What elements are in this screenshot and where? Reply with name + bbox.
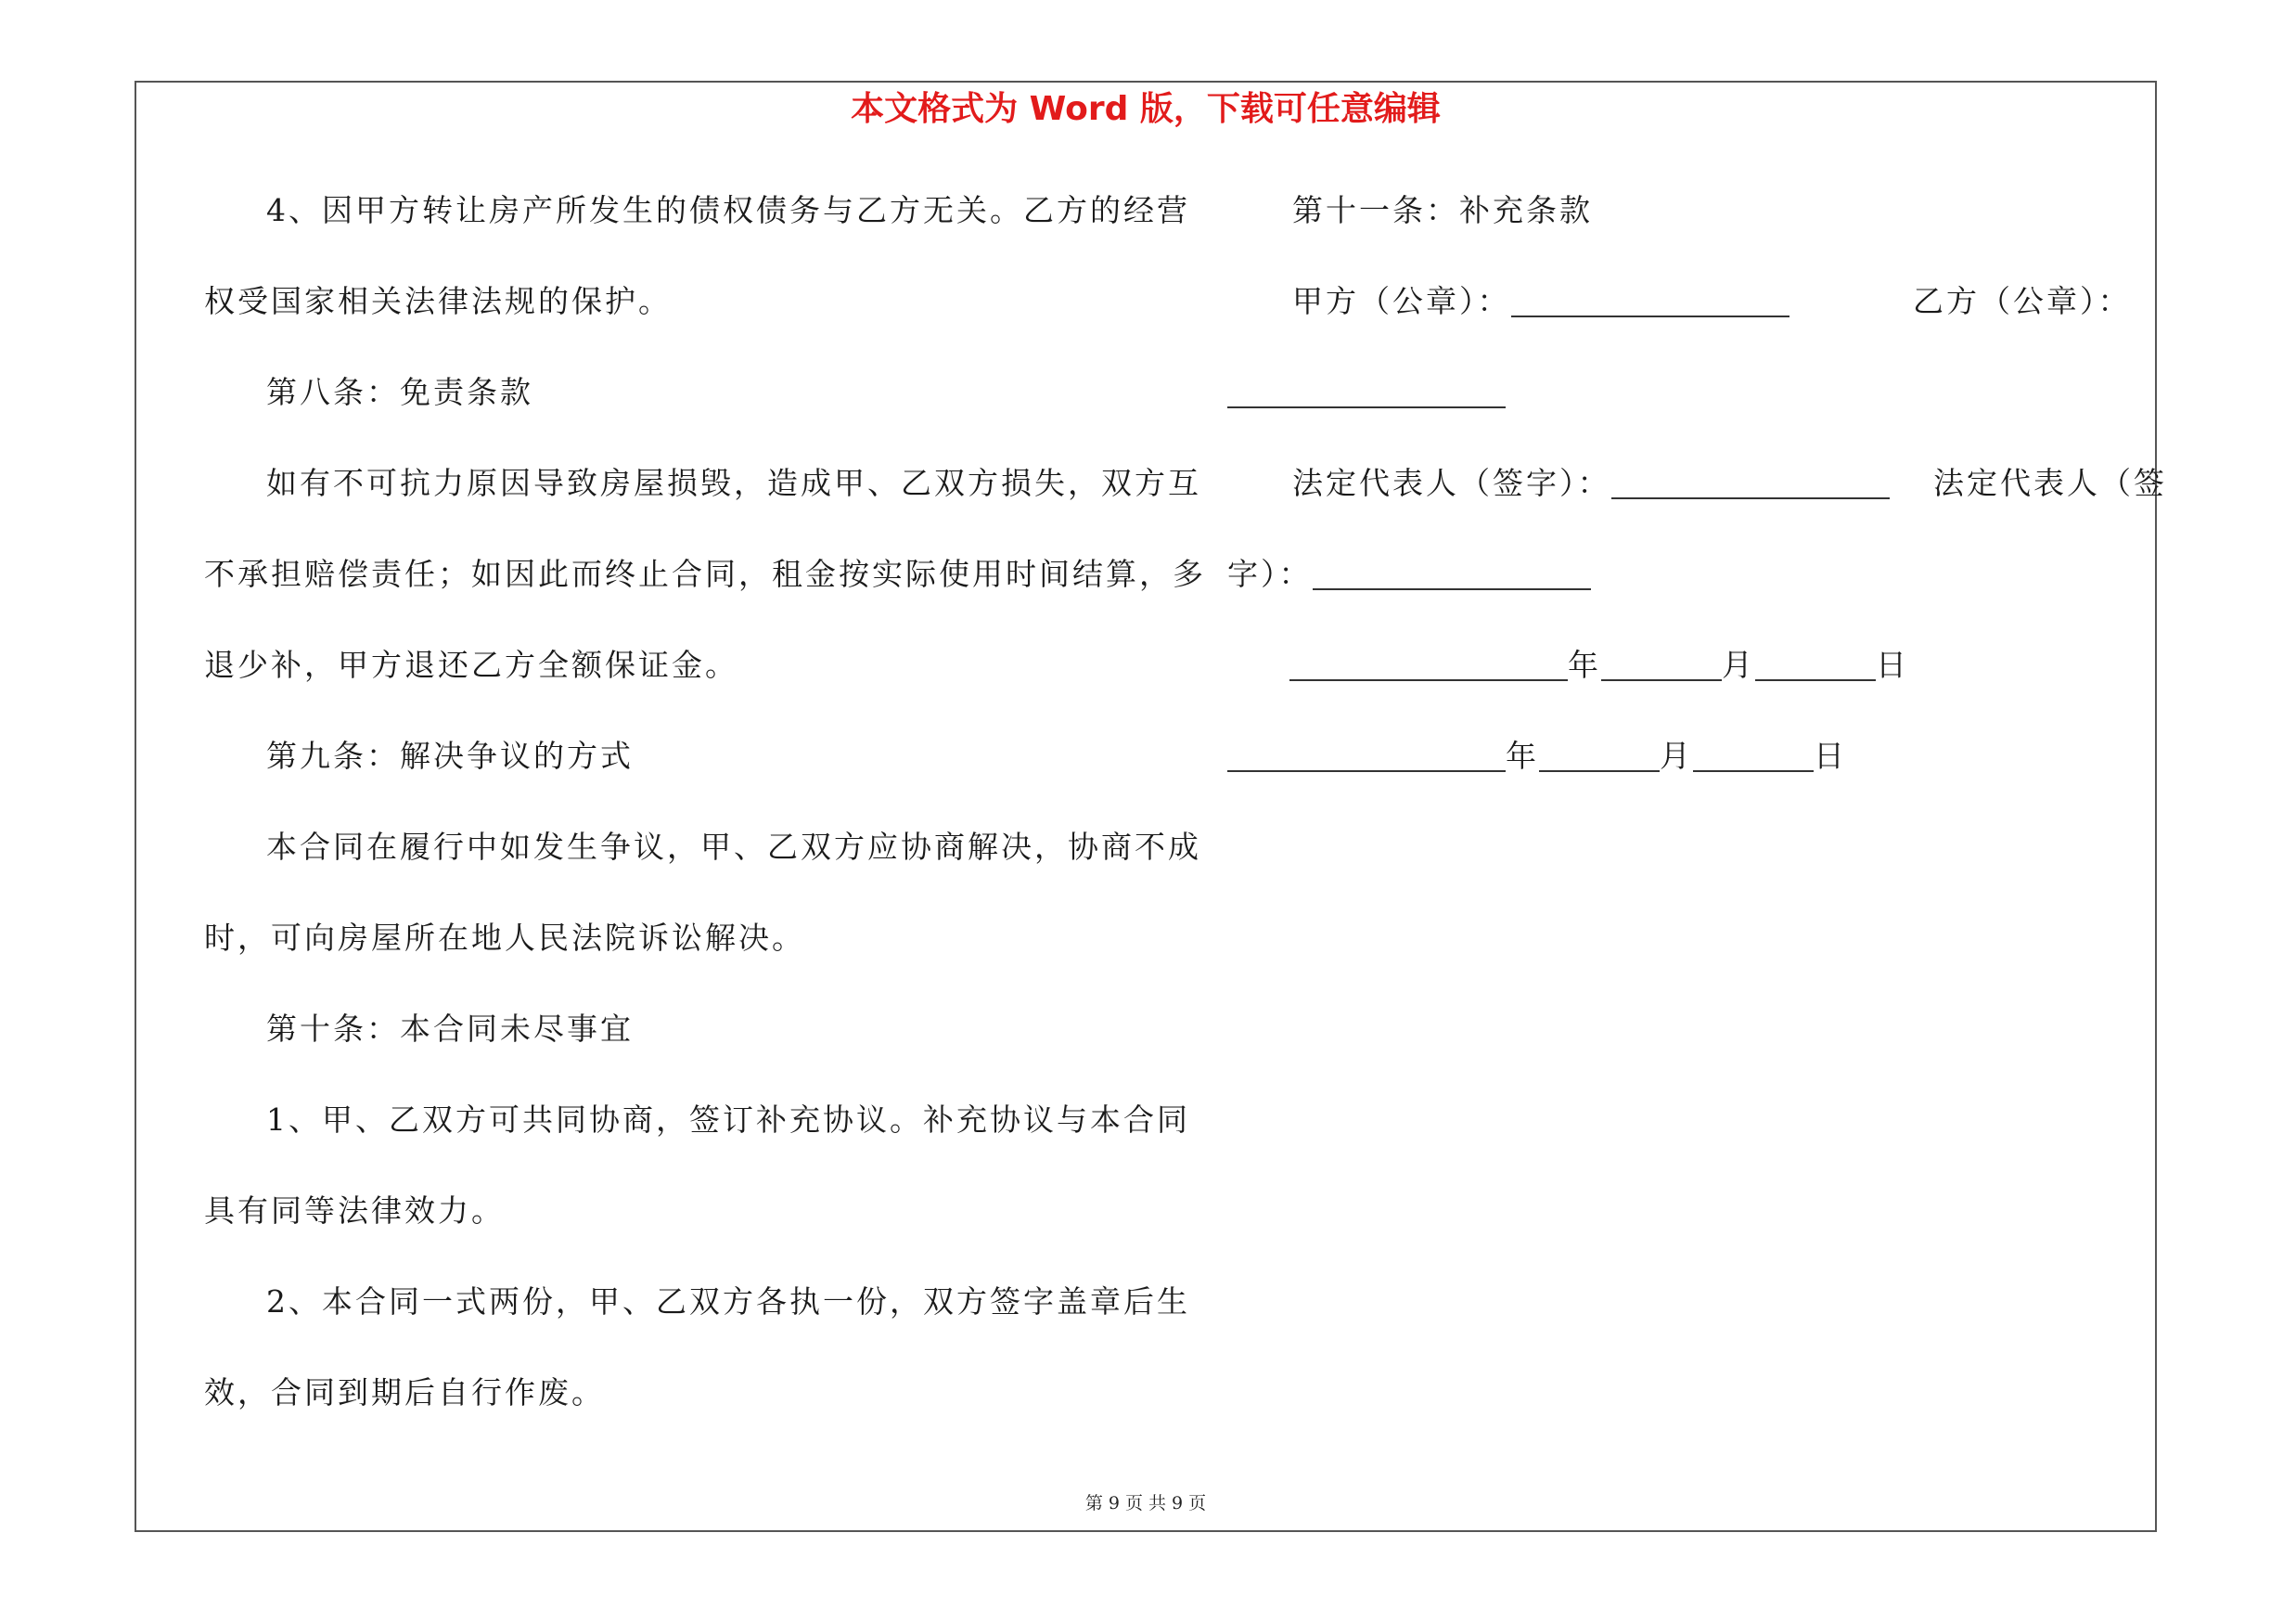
- party-a-seal-row: [1292, 283, 1789, 320]
- party-b-seal-row: [1227, 374, 1506, 411]
- month-label: 月: [1722, 647, 1755, 683]
- party-b-seal-label: 乙方（公章）：: [1913, 283, 2132, 319]
- clause-heading-11: 第十一条：补充条款: [1292, 192, 1593, 228]
- paragraph-line: 退少补，甲方退还乙方全额保证金。: [204, 647, 738, 683]
- party-a-seal-label: 甲方（公章）：: [1292, 283, 1511, 319]
- clause-heading-8: 第八条：免责条款: [266, 374, 533, 410]
- day-label: 日: [1876, 647, 1909, 683]
- clause-heading-10: 第十条：本合同未尽事宜: [266, 1011, 634, 1047]
- paragraph-line: 4、因甲方转让房产所发生的债权债务与乙方无关。乙方的经营: [266, 192, 1190, 228]
- party-b-seal-blank: [1227, 379, 1506, 408]
- date-row-b: [1227, 738, 1847, 775]
- month-blank: [1601, 651, 1722, 681]
- rep-b-row: [1227, 556, 1591, 593]
- paragraph-line: 不承担赔偿责任；如因此而终止合同，租金按实际使用时间结算，多: [204, 556, 1206, 592]
- year-blank: [1227, 742, 1506, 772]
- clause-heading-9: 第九条：解决争议的方式: [266, 738, 634, 774]
- month-blank: [1539, 742, 1660, 772]
- year-label: 年: [1568, 647, 1601, 683]
- paragraph-line: 权受国家相关法律法规的保护。: [204, 283, 672, 319]
- paragraph-line: 本合同在履行中如发生争议，甲、乙双方应协商解决，协商不成: [266, 829, 1201, 865]
- month-label: 月: [1660, 738, 1693, 774]
- paragraph-line: 1、甲、乙双方可共同协商，签订补充协议。补充协议与本合同: [266, 1101, 1190, 1138]
- party-a-seal-blank: [1511, 288, 1789, 317]
- year-label: 年: [1506, 738, 1539, 774]
- paragraph-line: 2、本合同一式两份，甲、乙双方各执一份，双方签字盖章后生: [266, 1283, 1190, 1320]
- rep-a-label: 法定代表人（签字）：: [1292, 465, 1611, 501]
- word-format-banner: 本文格式为 Word 版，下载可任意编辑: [851, 90, 1441, 128]
- rep-b-label-cont: 字）：: [1227, 556, 1313, 592]
- day-label: 日: [1814, 738, 1847, 774]
- rep-b-label: 法定代表人（签: [1933, 465, 2167, 501]
- paragraph-line: 具有同等法律效力。: [204, 1192, 505, 1229]
- day-blank: [1755, 651, 1876, 681]
- paragraph-line: 如有不可抗力原因导致房屋损毁，造成甲、乙双方损失，双方互: [266, 465, 1201, 501]
- date-row-a: [1289, 647, 1909, 684]
- paragraph-line: 效，合同到期后自行作废。: [204, 1374, 605, 1410]
- day-blank: [1693, 742, 1814, 772]
- year-blank: [1289, 651, 1568, 681]
- rep-a-row: [1292, 465, 1890, 502]
- page-number-footer: 第 9 页 共 9 页: [1084, 1493, 1207, 1514]
- rep-b-blank: [1313, 560, 1591, 590]
- rep-a-blank: [1611, 470, 1890, 499]
- paragraph-line: 时，可向房屋所在地人民法院诉讼解决。: [204, 920, 805, 956]
